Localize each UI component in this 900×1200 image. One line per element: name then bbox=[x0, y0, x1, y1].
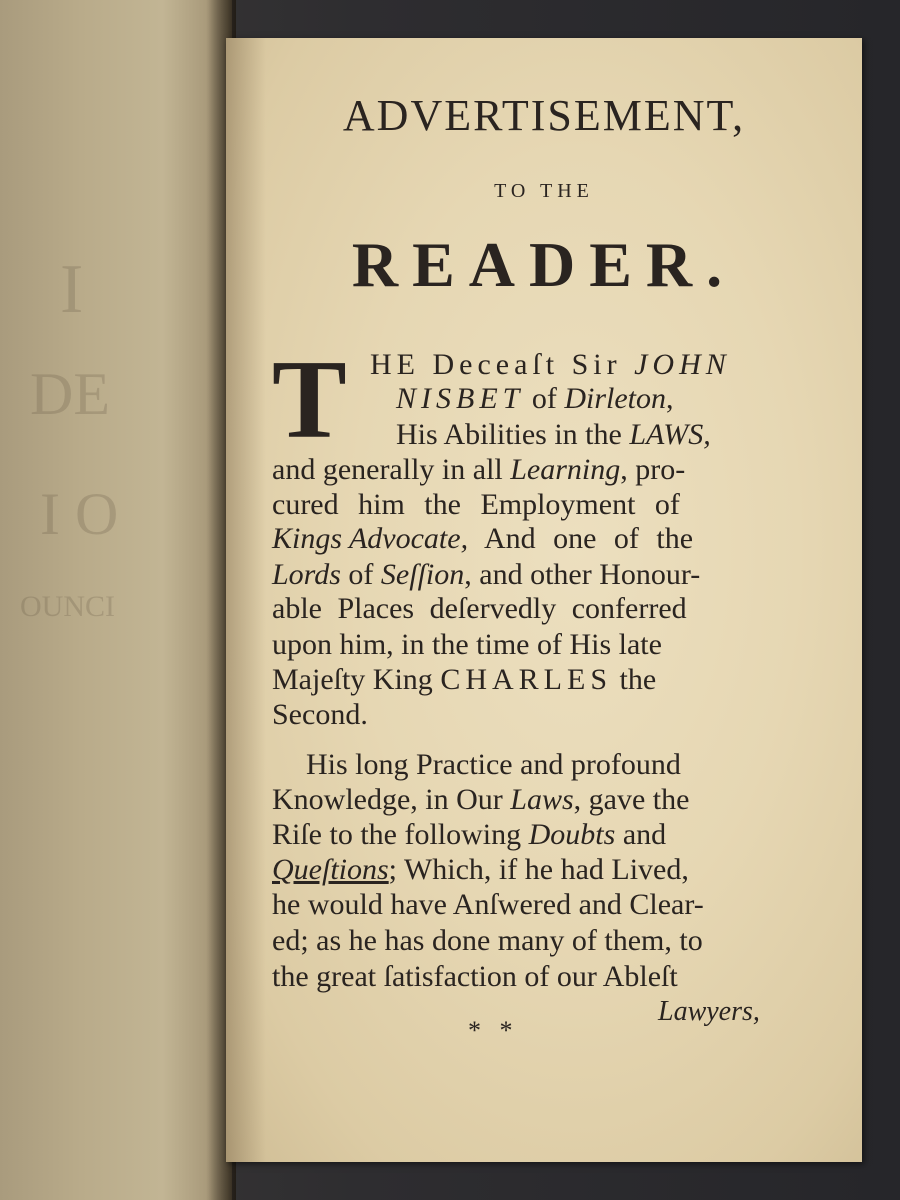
text-line: cured him the Employment of bbox=[272, 488, 680, 521]
drop-cap: T bbox=[272, 338, 347, 462]
catchword: Lawyers, bbox=[658, 996, 760, 1027]
text-line: Majeſty King CHARLES the bbox=[272, 663, 657, 696]
facing-page-left: I DE I O OUNCI bbox=[0, 0, 232, 1200]
text-line: ed; as he has done many of them, to bbox=[272, 924, 703, 957]
text-line: Lords of Seſſion, and other Honour- bbox=[272, 558, 701, 591]
text-line: Queſtions; Which, if he had Lived, bbox=[272, 853, 689, 886]
text-line: His long Practice and profound bbox=[306, 748, 681, 781]
page-title: ADVERTISEMENT, bbox=[342, 91, 746, 140]
text-line: he would have Anſwered and Clear- bbox=[272, 888, 704, 921]
subtitle-reader: READER. bbox=[351, 229, 737, 300]
text-line: NISBET of Dirleton, bbox=[396, 382, 674, 415]
text-line: and generally in all Learning, pro- bbox=[272, 453, 686, 486]
text-line: Second. bbox=[272, 698, 368, 731]
text-line: upon him, in the time of His late bbox=[272, 628, 662, 661]
subtitle-to-the: TO THE bbox=[494, 180, 594, 202]
signature-mark: * * bbox=[468, 1016, 519, 1045]
text-line: Knowledge, in Our Laws, gave the bbox=[272, 783, 690, 816]
text-line: the great ſatisfaction of our Ableſt bbox=[272, 960, 678, 993]
text-line: HE Deceaſt Sir JOHN bbox=[370, 348, 731, 381]
text-line: His Abilities in the LAWS, bbox=[396, 418, 711, 451]
text-line: Kings Advocate, And one of the bbox=[272, 522, 694, 555]
text-line: Riſe to the following Doubts and bbox=[272, 818, 667, 851]
text-line: able Places deſervedly conferred bbox=[272, 592, 687, 625]
